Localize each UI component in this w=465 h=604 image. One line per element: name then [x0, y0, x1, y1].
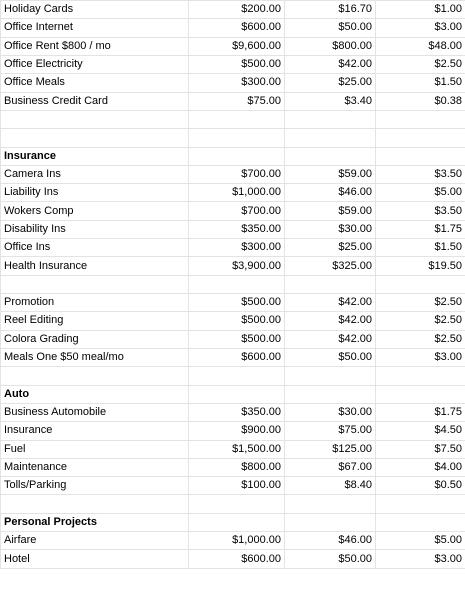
monthly-amount-cell[interactable] [285, 275, 376, 293]
monthly-amount-cell[interactable]: $3.40 [285, 92, 376, 110]
rate-amount-cell[interactable]: $7.50 [376, 440, 465, 458]
monthly-amount-cell[interactable]: $42.00 [285, 330, 376, 348]
rate-amount-cell[interactable]: $3.50 [376, 165, 465, 183]
annual-amount-cell[interactable] [189, 385, 285, 403]
item-label-cell[interactable]: Office Ins [1, 239, 189, 257]
annual-amount-cell[interactable]: $600.00 [189, 19, 285, 37]
monthly-amount-cell[interactable]: $30.00 [285, 220, 376, 238]
annual-amount-cell[interactable]: $500.00 [189, 294, 285, 312]
item-label-cell[interactable]: Maintenance [1, 458, 189, 476]
item-label-cell[interactable]: Meals One $50 meal/mo [1, 348, 189, 366]
rate-amount-cell[interactable] [376, 385, 465, 403]
item-label-cell[interactable]: Fuel [1, 440, 189, 458]
monthly-amount-cell[interactable]: $67.00 [285, 458, 376, 476]
expense-row [1, 92, 465, 110]
item-label-cell[interactable]: Office Rent $800 / mo [1, 37, 189, 55]
item-label-cell[interactable]: Colora Grading [1, 330, 189, 348]
expense-row [1, 294, 465, 312]
empty-row [1, 129, 465, 147]
rate-amount-cell[interactable]: $5.00 [376, 184, 465, 202]
item-label-cell[interactable] [1, 495, 189, 513]
section-header-row [1, 147, 465, 165]
rate-amount-cell[interactable]: $1.50 [376, 239, 465, 257]
item-label-cell[interactable] [1, 110, 189, 128]
item-label-cell[interactable]: Insurance [1, 422, 189, 440]
annual-amount-cell[interactable]: $500.00 [189, 330, 285, 348]
monthly-amount-cell[interactable] [285, 513, 376, 531]
annual-amount-cell[interactable] [189, 367, 285, 385]
rate-amount-cell[interactable] [376, 495, 465, 513]
monthly-amount-cell[interactable] [285, 385, 376, 403]
monthly-amount-cell[interactable]: $42.00 [285, 294, 376, 312]
rate-amount-cell[interactable]: $3.50 [376, 202, 465, 220]
item-label-cell[interactable]: Office Internet [1, 19, 189, 37]
annual-amount-cell[interactable]: $500.00 [189, 312, 285, 330]
item-label-cell[interactable]: Disability Ins [1, 220, 189, 238]
item-label-cell[interactable]: Office Electricity [1, 55, 189, 73]
item-label-cell[interactable]: Liability Ins [1, 184, 189, 202]
monthly-amount-cell[interactable]: $59.00 [285, 165, 376, 183]
expense-row [1, 37, 465, 55]
expense-row [1, 458, 465, 476]
annual-amount-cell[interactable]: $1,000.00 [189, 184, 285, 202]
spreadsheet-body [1, 1, 465, 569]
item-label-cell[interactable]: Reel Editing [1, 312, 189, 330]
annual-amount-cell[interactable]: $200.00 [189, 1, 285, 19]
rate-amount-cell[interactable]: $48.00 [376, 37, 465, 55]
expense-row [1, 477, 465, 495]
empty-row [1, 275, 465, 293]
monthly-amount-cell[interactable] [285, 129, 376, 147]
annual-amount-cell[interactable]: $800.00 [189, 458, 285, 476]
expense-row [1, 220, 465, 238]
rate-amount-cell[interactable]: $1.75 [376, 220, 465, 238]
expense-row [1, 202, 465, 220]
item-label-cell[interactable]: Tolls/Parking [1, 477, 189, 495]
annual-amount-cell[interactable]: $75.00 [189, 92, 285, 110]
item-label-cell[interactable]: Wokers Comp [1, 202, 189, 220]
rate-amount-cell[interactable]: $1.50 [376, 74, 465, 92]
item-label-cell[interactable]: Business Automobile [1, 403, 189, 421]
monthly-amount-cell[interactable]: $50.00 [285, 550, 376, 568]
expense-row [1, 165, 465, 183]
item-label-cell[interactable] [1, 367, 189, 385]
expense-row [1, 239, 465, 257]
monthly-amount-cell[interactable] [285, 147, 376, 165]
item-label-cell[interactable]: Health Insurance [1, 257, 189, 275]
monthly-amount-cell[interactable]: $800.00 [285, 37, 376, 55]
annual-amount-cell[interactable]: $350.00 [189, 220, 285, 238]
expense-row [1, 312, 465, 330]
annual-amount-cell[interactable]: $350.00 [189, 403, 285, 421]
item-label-cell[interactable]: Office Meals [1, 74, 189, 92]
rate-amount-cell[interactable]: $2.50 [376, 294, 465, 312]
expense-row [1, 422, 465, 440]
rate-amount-cell[interactable] [376, 367, 465, 385]
monthly-amount-cell[interactable]: $59.00 [285, 202, 376, 220]
empty-row [1, 110, 465, 128]
monthly-amount-cell[interactable]: $16.70 [285, 1, 376, 19]
section-header-row [1, 513, 465, 531]
monthly-amount-cell[interactable]: $46.00 [285, 532, 376, 550]
annual-amount-cell[interactable]: $100.00 [189, 477, 285, 495]
annual-amount-cell[interactable] [189, 275, 285, 293]
rate-amount-cell[interactable]: $3.00 [376, 550, 465, 568]
item-label-cell[interactable]: Holiday Cards [1, 1, 189, 19]
monthly-amount-cell[interactable] [285, 110, 376, 128]
annual-amount-cell[interactable]: $700.00 [189, 165, 285, 183]
expense-row [1, 330, 465, 348]
annual-amount-cell[interactable]: $600.00 [189, 550, 285, 568]
expense-row [1, 19, 465, 37]
monthly-amount-cell[interactable]: $46.00 [285, 184, 376, 202]
rate-amount-cell[interactable]: $1.75 [376, 403, 465, 421]
monthly-amount-cell[interactable]: $8.40 [285, 477, 376, 495]
annual-amount-cell[interactable] [189, 495, 285, 513]
section-header-cell[interactable]: Insurance [1, 147, 189, 165]
rate-amount-cell[interactable] [376, 275, 465, 293]
expense-row [1, 74, 465, 92]
expense-row [1, 55, 465, 73]
annual-amount-cell[interactable]: $3,900.00 [189, 257, 285, 275]
annual-amount-cell[interactable] [189, 147, 285, 165]
monthly-amount-cell[interactable] [285, 367, 376, 385]
monthly-amount-cell[interactable]: $25.00 [285, 74, 376, 92]
empty-row [1, 495, 465, 513]
rate-amount-cell[interactable]: $4.50 [376, 422, 465, 440]
expense-row [1, 348, 465, 366]
expense-row [1, 184, 465, 202]
rate-amount-cell[interactable]: $19.50 [376, 257, 465, 275]
monthly-amount-cell[interactable]: $50.00 [285, 19, 376, 37]
expense-row [1, 532, 465, 550]
expense-row [1, 1, 465, 19]
rate-amount-cell[interactable]: $3.00 [376, 348, 465, 366]
annual-amount-cell[interactable] [189, 110, 285, 128]
expense-row [1, 550, 465, 568]
annual-amount-cell[interactable]: $1,500.00 [189, 440, 285, 458]
item-label-cell[interactable] [1, 275, 189, 293]
rate-amount-cell[interactable] [376, 513, 465, 531]
monthly-amount-cell[interactable]: $42.00 [285, 55, 376, 73]
item-label-cell[interactable]: Camera Ins [1, 165, 189, 183]
expense-row [1, 440, 465, 458]
monthly-amount-cell[interactable]: $75.00 [285, 422, 376, 440]
rate-amount-cell[interactable]: $4.00 [376, 458, 465, 476]
section-header-row [1, 385, 465, 403]
empty-row [1, 367, 465, 385]
annual-amount-cell[interactable]: $1,000.00 [189, 532, 285, 550]
rate-amount-cell[interactable]: $2.50 [376, 330, 465, 348]
rate-amount-cell[interactable]: $2.50 [376, 312, 465, 330]
annual-amount-cell[interactable]: $900.00 [189, 422, 285, 440]
annual-amount-cell[interactable]: $700.00 [189, 202, 285, 220]
annual-amount-cell[interactable]: $300.00 [189, 74, 285, 92]
monthly-amount-cell[interactable]: $50.00 [285, 348, 376, 366]
monthly-amount-cell[interactable]: $325.00 [285, 257, 376, 275]
monthly-amount-cell[interactable]: $125.00 [285, 440, 376, 458]
item-label-cell[interactable]: Hotel [1, 550, 189, 568]
monthly-amount-cell[interactable]: $25.00 [285, 239, 376, 257]
monthly-amount-cell[interactable]: $42.00 [285, 312, 376, 330]
annual-amount-cell[interactable]: $9,600.00 [189, 37, 285, 55]
rate-amount-cell[interactable]: $2.50 [376, 55, 465, 73]
rate-amount-cell[interactable]: $3.00 [376, 19, 465, 37]
rate-amount-cell[interactable]: $5.00 [376, 532, 465, 550]
rate-amount-cell[interactable]: $0.38 [376, 92, 465, 110]
annual-amount-cell[interactable]: $500.00 [189, 55, 285, 73]
monthly-amount-cell[interactable] [285, 495, 376, 513]
rate-amount-cell[interactable] [376, 147, 465, 165]
item-label-cell[interactable]: Promotion [1, 294, 189, 312]
expense-row [1, 257, 465, 275]
rate-amount-cell[interactable] [376, 129, 465, 147]
expense-row [1, 403, 465, 421]
rate-amount-cell[interactable]: $1.00 [376, 1, 465, 19]
rate-amount-cell[interactable]: $0.50 [376, 477, 465, 495]
item-label-cell[interactable]: Airfare [1, 532, 189, 550]
section-header-cell[interactable]: Auto [1, 385, 189, 403]
annual-amount-cell[interactable] [189, 513, 285, 531]
monthly-amount-cell[interactable]: $30.00 [285, 403, 376, 421]
annual-amount-cell[interactable] [189, 129, 285, 147]
item-label-cell[interactable]: Business Credit Card [1, 92, 189, 110]
item-label-cell[interactable] [1, 129, 189, 147]
annual-amount-cell[interactable]: $600.00 [189, 348, 285, 366]
section-header-cell[interactable]: Personal Projects [1, 513, 189, 531]
rate-amount-cell[interactable] [376, 110, 465, 128]
annual-amount-cell[interactable]: $300.00 [189, 239, 285, 257]
